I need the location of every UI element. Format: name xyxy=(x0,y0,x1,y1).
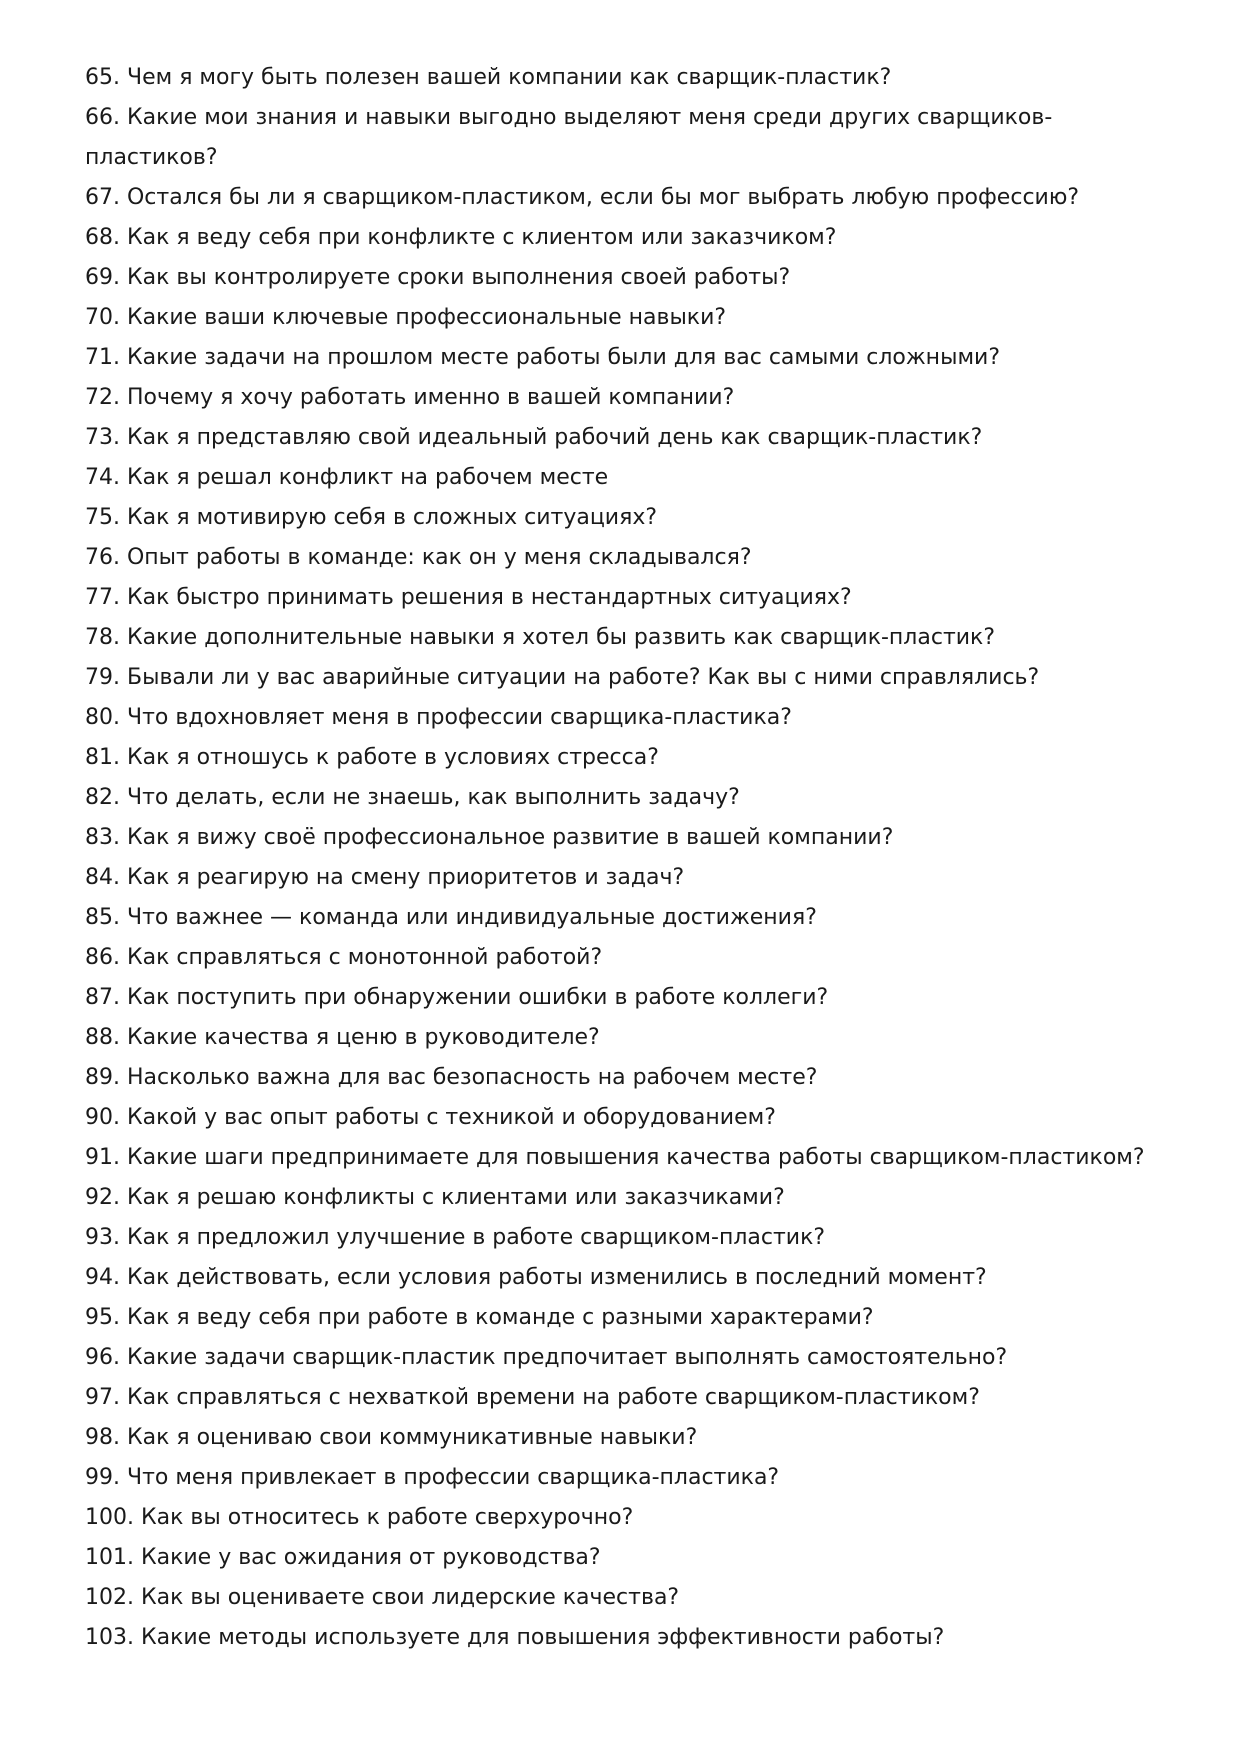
question-87: 87. Как поступить при обнаружении ошибки в работе коллеги? xyxy=(85,985,829,1010)
question-103: 103. Какие методы используете для повышения эффективности работы? xyxy=(85,1625,945,1650)
question-80: 80. Что вдохновляет меня в профессии сварщика-пластика? xyxy=(85,705,792,730)
question-79: 79. Бывали ли у вас аварийные ситуации на работе? Как вы с ними справлялись? xyxy=(85,665,1040,690)
question-71: 71. Какие задачи на прошлом месте работы были для вас самыми сложными? xyxy=(85,345,1001,370)
question-69: 69. Как вы контролируете сроки выполнения своей работы? xyxy=(85,265,791,290)
question-73: 73. Как я представляю свой идеальный рабочий день как сварщик-пластик? xyxy=(85,425,983,450)
question-89: 89. Насколько важна для вас безопасность на рабочем месте? xyxy=(85,1065,818,1090)
question-93: 93. Как я предложил улучшение в работе сварщиком-пластик? xyxy=(85,1225,826,1250)
question-100: 100. Как вы относитесь к работе сверхурочно? xyxy=(85,1505,634,1530)
question-83: 83. Как я вижу своё профессиональное развитие в вашей компании? xyxy=(85,825,894,850)
question-84: 84. Как я реагирую на смену приоритетов и задач? xyxy=(85,865,685,890)
question-72: 72. Почему я хочу работать именно в вашей компании? xyxy=(85,385,735,410)
question-67: 67. Остался бы ли я сварщиком-пластиком, если бы мог выбрать любую профессию? xyxy=(85,185,1080,210)
question-78: 78. Какие дополнительные навыки я хотел бы развить как сварщик-пластик? xyxy=(85,625,996,650)
question-81: 81. Как я отношусь к работе в условиях стресса? xyxy=(85,745,659,770)
question-99: 99. Что меня привлекает в профессии сварщика-пластика? xyxy=(85,1465,780,1490)
question-85: 85. Что важнее — команда или индивидуальные достижения? xyxy=(85,905,817,930)
question-82: 82. Что делать, если не знаешь, как выполнить задачу? xyxy=(85,785,740,810)
question-77: 77. Как быстро принимать решения в нестандартных ситуациях? xyxy=(85,585,852,610)
question-94: 94. Как действовать, если условия работы изменились в последний момент? xyxy=(85,1265,987,1290)
question-list xyxy=(85,58,1165,1658)
question-74: 74. Как я решал конфликт на рабочем месте xyxy=(85,465,609,490)
question-102: 102. Как вы оцениваете свои лидерские качества? xyxy=(85,1585,680,1610)
question-86: 86. Как справляться с монотонной работой? xyxy=(85,945,603,970)
question-76: 76. Опыт работы в команде: как он у меня складывался? xyxy=(85,545,752,570)
question-90: 90. Какой у вас опыт работы с техникой и оборудованием? xyxy=(85,1105,776,1130)
question-68: 68. Как я веду себя при конфликте с клиентом или заказчиком? xyxy=(85,225,837,250)
question-92: 92. Как я решаю конфликты с клиентами или заказчиками? xyxy=(85,1185,785,1210)
question-96: 96. Какие задачи сварщик-пластик предпочитает выполнять самостоятельно? xyxy=(85,1345,1008,1370)
question-75: 75. Как я мотивирую себя в сложных ситуациях? xyxy=(85,505,658,530)
question-88: 88. Какие качества я ценю в руководителе? xyxy=(85,1025,600,1050)
question-91: 91. Какие шаги предпринимаете для повышения качества работы сварщиком-пластиком? xyxy=(85,1145,1145,1170)
question-98: 98. Как я оцениваю свои коммуникативные навыки? xyxy=(85,1425,698,1450)
question-65: 65. Чем я могу быть полезен вашей компании как сварщик-пластик? xyxy=(85,65,892,90)
question-95: 95. Как я веду себя при работе в команде с разными характерами? xyxy=(85,1305,874,1330)
question-101: 101. Какие у вас ожидания от руководства? xyxy=(85,1545,601,1570)
question-97: 97. Как справляться с нехваткой времени на работе сварщиком-пластиком? xyxy=(85,1385,980,1410)
question-70: 70. Какие ваши ключевые профессиональные навыки? xyxy=(85,305,727,330)
question-66: 66. Какие мои знания и навыки выгодно выделяют меня среди других сварщиков-пластиков? xyxy=(85,105,1053,170)
